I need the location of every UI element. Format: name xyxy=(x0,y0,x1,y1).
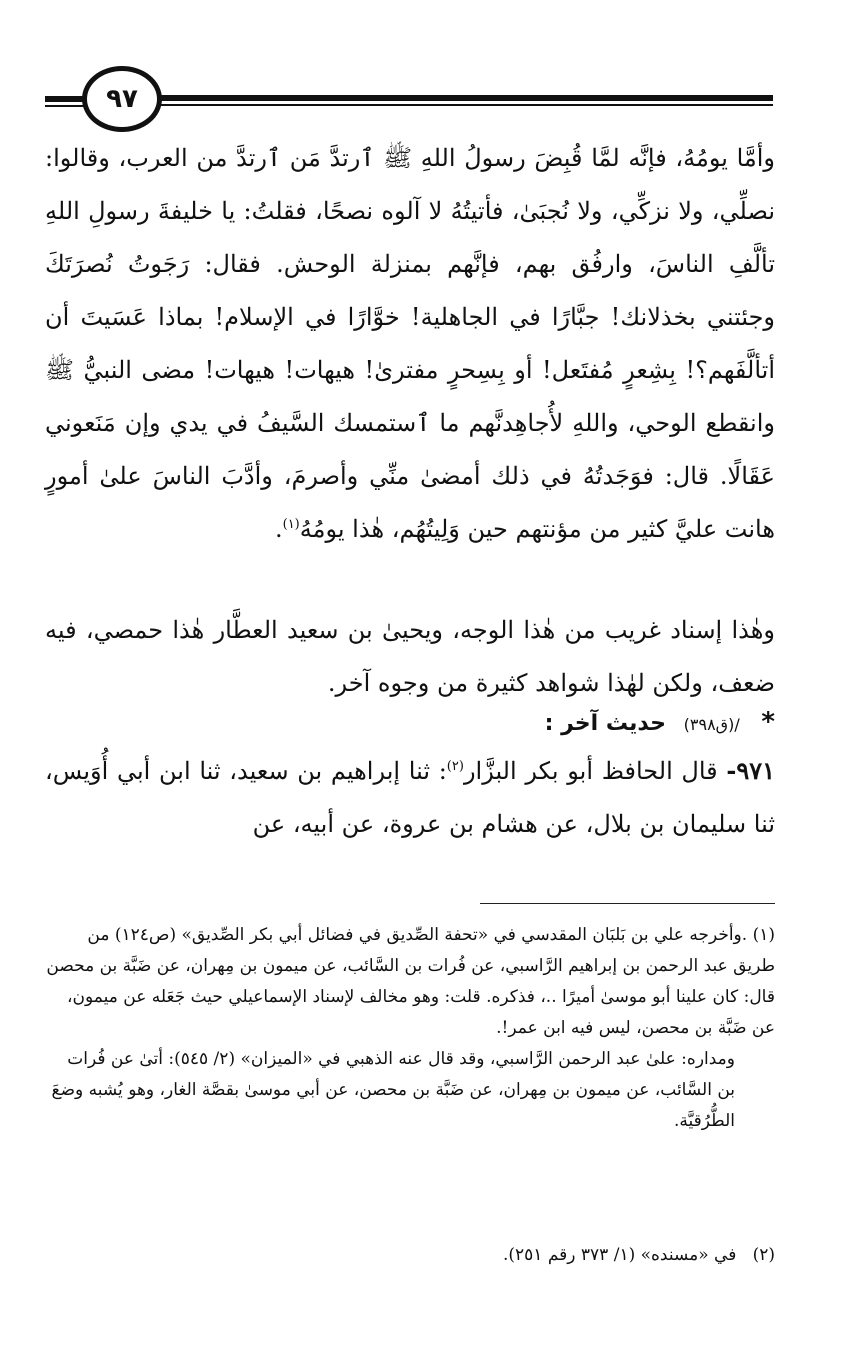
footnote-1 xyxy=(45,920,775,1137)
footnote-marker: (١) xyxy=(752,925,775,945)
footnote-ref: (٢) xyxy=(446,759,464,774)
section-title: حديث آخر : xyxy=(544,711,666,736)
paragraph-tail: . xyxy=(274,515,283,543)
footnote-marker: (٢) xyxy=(752,1245,775,1265)
footnote-separator xyxy=(480,903,775,904)
footnote-text: في «مسنده» (١/ ٣٧٣ رقم ٢٥١). xyxy=(502,1245,737,1265)
page-number: ٩٧ xyxy=(106,84,138,114)
manuscript-folio-ref: /(ق٣٩٨) xyxy=(683,715,740,734)
footnote-2 xyxy=(45,1240,775,1271)
header-rule-thick xyxy=(150,95,773,101)
body-paragraph xyxy=(45,132,775,556)
body-paragraph xyxy=(45,604,775,710)
paragraph-text: قال الحافظ أبو بكر البزَّار xyxy=(463,757,718,785)
asterisk-icon: * xyxy=(761,707,775,737)
paragraph-text: وأمَّا يومُهُ، فإنَّه لمَّا قُبِضَ رسولُ اللهِ ﷺ ٱرتدَّ مَن ٱرتدَّ من العرب، وقالوا: نصلِّي، ولا نزكِّي، ولا نُجبَىٰ، فأتيتُهُ لا آلوه نصحًا، فقلتُ: يا خليفةَ رسولِ اللهِ تألَّفِ الناسَ، وارفُق بهم، فإنَّهم بمنزلة الوحش. فقال: رَجَوتُ نُصرَتَكَ وجئتني بخذلانك! جبَّارًا في الجاهلية! خوَّارًا في الإسلام! بماذا عَسَيتَ أن أتألَّفَهم؟! بِشِعرٍ مُفتَعل! أو بِسِحرٍ مفترىٰ! هيهات! هيهات! مضى النبيُّ ﷺ وانقطع الوحي، واللهِ لأُجاهِدنَّهم ما ٱستمسك السَّيفُ في يدي وإن مَنَعوني عَقَالًا. قال: فوَجَدتُهُ في ذلك أمضىٰ منِّي وأصرمَ، وأدَّبَ الناسَ علىٰ أمورٍ هانت عليَّ كثير من مؤنتهم حين وَلِيتُهُم، هٰذا يومُهُ xyxy=(45,144,776,543)
header-rule-thin xyxy=(150,104,773,106)
hadith-number: ٩٧١- xyxy=(726,756,776,785)
paragraph-text: وهٰذا إسناد غريب من هٰذا الوجه، ويحيىٰ بن سعيد العطَّار هٰذا حمصي، فيه ضعف، ولكن لهٰذا شواهد كثيرة من وجوه آخر. xyxy=(45,616,775,697)
footnote-ref: (١) xyxy=(282,517,300,532)
page-number-oval xyxy=(82,66,162,132)
body-paragraph xyxy=(45,744,775,851)
paragraph-text: : ثنا إبراهيم بن سعيد، ثنا ابن أبي أُوَيس، ثنا سليمان بن بلال، عن هشام بن عروة، عن أبيه، عن xyxy=(45,757,775,838)
section-heading xyxy=(45,702,775,745)
footnote-text: ومداره: علىٰ عبد الرحمن الرَّاسبي، وقد قال عنه الذهبي في «الميزان» (٢/ ٥٤٥): أتىٰ عن فُرات بن السَّائب، عن ميمون بن مِهران، عن ضَبَّة بن محصن، عن أبي موسىٰ بقصَّة الغار، وهو يُشبه وضعَ الطُّرُقيَّة. xyxy=(51,1049,735,1131)
footnote-text: .وأخرجه علي بن بَلبَان المقدسي في «تحفة الصِّديق في فضائل أبي بكر الصِّديق» (ص١٢٤) من طريق عبد الرحمن بن إبراهيم الرَّاسبي، عن فُرات بن السَّائب، عن ميمون بن مِهران، عن ضَبَّة بن محصن قال: كان علينا أبو موسىٰ أميرًا ..، فذكره. قلت: وهو مخالف لإسناد الإسماعيلي حيث جَعَله عن ميمون، عن ضَبَّة بن محصن، ليس فيه ابن عمر!. xyxy=(46,925,775,1038)
